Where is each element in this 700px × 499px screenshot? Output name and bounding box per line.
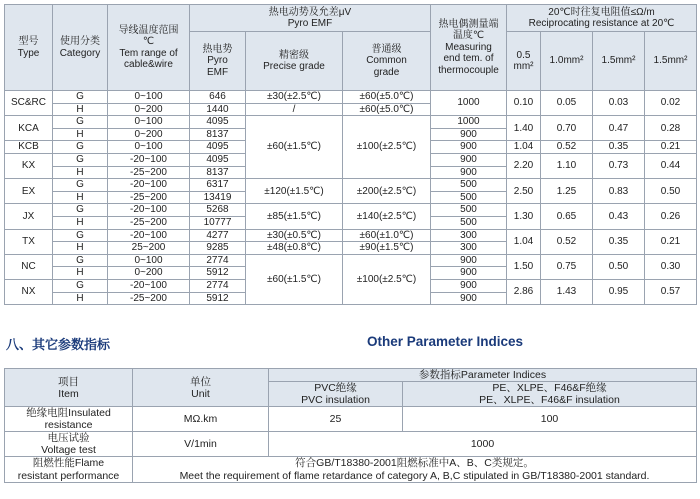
cell-res: 0.73 [593, 153, 645, 178]
cell-type: NC [5, 254, 53, 279]
cell-category: H [53, 267, 108, 280]
cell-type: SC&RC [5, 91, 53, 116]
cell-emf: 5268 [190, 204, 246, 217]
cell-category: G [53, 116, 108, 129]
cell-category: G [53, 141, 108, 154]
cell-emf: 6317 [190, 179, 246, 192]
cell-measuring: 500 [431, 216, 507, 229]
cell-res: 0.52 [541, 229, 593, 254]
section-title-cn: 八、其它参数指标 [6, 337, 111, 352]
cell-temp: -20~100 [108, 153, 190, 166]
cell-item: 电压试验 Voltage test [5, 432, 133, 457]
cell-category: H [53, 216, 108, 229]
resistance-spec-table [4, 4, 697, 305]
table-row [5, 229, 697, 242]
cell-pvc: 25 [269, 407, 403, 432]
other-parameters-table [4, 368, 697, 483]
cell-res: 0.57 [645, 279, 697, 304]
table-row [5, 179, 697, 192]
cell-res: 2.86 [507, 279, 541, 304]
cell-measuring: 900 [431, 267, 507, 280]
cell-category: H [53, 166, 108, 179]
cell-measuring: 500 [431, 204, 507, 217]
table-row [5, 457, 697, 482]
cell-res: 1.10 [541, 153, 593, 178]
cell-measuring: 900 [431, 128, 507, 141]
cell-type: JX [5, 204, 53, 229]
col-header-param-group: 参数指标Parameter Indices [269, 369, 697, 382]
cell-measuring: 1000 [431, 91, 507, 116]
cell-res: 0.21 [645, 141, 697, 154]
cell-item: 阻燃性能Flame resistant performance [5, 457, 133, 482]
col-header-emf: 热电势 Pyro EMF [190, 32, 246, 91]
cell-res: 0.50 [593, 254, 645, 279]
cell-common: ±200(±2.5℃) [343, 179, 431, 204]
cell-measuring: 500 [431, 179, 507, 192]
cell-temp: -20~100 [108, 279, 190, 292]
col-header-type: 型号 Type [5, 5, 53, 91]
cell-emf: 13419 [190, 191, 246, 204]
cell-type: KCB [5, 141, 53, 154]
cell-temp: -20~100 [108, 229, 190, 242]
cell-category: G [53, 204, 108, 217]
cell-measuring: 900 [431, 254, 507, 267]
cell-res: 0.47 [593, 116, 645, 141]
cell-emf: 4095 [190, 141, 246, 154]
col-header-common: 普通级 Common grade [343, 32, 431, 91]
cell-emf: 10777 [190, 216, 246, 229]
cell-res: 1.04 [507, 229, 541, 254]
cell-common: ±60(±5.0℃) [343, 91, 431, 104]
cell-category: H [53, 191, 108, 204]
cell-precise: ±30(±0.5℃) [246, 229, 343, 242]
col-header-category: 使用分类 Category [53, 5, 108, 91]
section-title-en: Other Parameter Indices [367, 334, 524, 349]
table-row [5, 407, 697, 432]
col-header-pe: PE、XLPE、F46&F绝缘 PE、XLPE、F46&F insulation [403, 382, 697, 407]
cell-category: G [53, 153, 108, 166]
col-header-res-10: 1.0mm² [541, 32, 593, 91]
col-header-measuring: 热电偶测量端 温度℃ Measuring end tem. of thermocouple [431, 5, 507, 91]
cell-common: ±100(±2.5℃) [343, 116, 431, 179]
cell-category: G [53, 91, 108, 104]
cell-category: H [53, 242, 108, 255]
cell-res: 0.30 [645, 254, 697, 279]
cell-res: 0.05 [541, 91, 593, 116]
cell-res: 1.43 [541, 279, 593, 304]
col-header-precise: 精密级 Precise grade [246, 32, 343, 91]
cell-category: G [53, 229, 108, 242]
col-header-res-15a: 1.5mm² [593, 32, 645, 91]
cell-res: 0.10 [507, 91, 541, 116]
cell-precise: ±60(±1.5℃) [246, 116, 343, 179]
cell-temp: 0~100 [108, 254, 190, 267]
cell-measuring: 1000 [431, 116, 507, 129]
cell-emf: 8137 [190, 128, 246, 141]
table-row [5, 204, 697, 217]
cell-common: ±90(±1.5℃) [343, 242, 431, 255]
cell-common: ±60(±1.0℃) [343, 229, 431, 242]
cell-precise: / [246, 103, 343, 116]
cell-temp: -20~100 [108, 179, 190, 192]
cell-measuring: 900 [431, 153, 507, 166]
cell-res: 1.04 [507, 141, 541, 154]
cell-emf: 5912 [190, 267, 246, 280]
cell-res: 2.50 [507, 179, 541, 204]
col-header-unit: 单位 Unit [133, 369, 269, 407]
cell-category: G [53, 179, 108, 192]
cell-res: 0.03 [593, 91, 645, 116]
cell-temp: 0~200 [108, 267, 190, 280]
col-header-temp-range: 导线温度范围 ℃ Tem range of cable&wire [108, 5, 190, 91]
cell-category: H [53, 103, 108, 116]
cell-temp: 0~200 [108, 103, 190, 116]
cell-res: 0.43 [593, 204, 645, 229]
cell-emf: 4095 [190, 116, 246, 129]
cell-res: 1.25 [541, 179, 593, 204]
cell-res: 0.44 [645, 153, 697, 178]
table-row [5, 91, 697, 104]
table-row [5, 254, 697, 267]
col-header-item: 项目 Item [5, 369, 133, 407]
cell-value: 1000 [269, 432, 697, 457]
cell-temp: -25~200 [108, 216, 190, 229]
cell-measuring: 900 [431, 166, 507, 179]
cell-temp: 0~100 [108, 91, 190, 104]
cell-common: ±100(±2.5℃) [343, 254, 431, 304]
cell-res: 1.50 [507, 254, 541, 279]
col-header-emf-group: 热电动势及允差μV Pyro EMF [190, 5, 431, 32]
cell-precise: ±30(±2.5℃) [246, 91, 343, 104]
cell-emf: 646 [190, 91, 246, 104]
cell-type: KCA [5, 116, 53, 141]
cell-measuring: 900 [431, 292, 507, 305]
cell-emf: 4277 [190, 229, 246, 242]
cell-emf: 1440 [190, 103, 246, 116]
cell-type: KX [5, 153, 53, 178]
cell-type: NX [5, 279, 53, 304]
cell-precise: ±60(±1.5℃) [246, 254, 343, 304]
cell-res: 0.83 [593, 179, 645, 204]
cell-res: 0.50 [645, 179, 697, 204]
cell-res: 0.70 [541, 116, 593, 141]
cell-res: 0.26 [645, 204, 697, 229]
cell-res: 0.75 [541, 254, 593, 279]
cell-res: 0.28 [645, 116, 697, 141]
cell-res: 0.35 [593, 141, 645, 154]
cell-measuring: 900 [431, 279, 507, 292]
cell-item: 绝缘电阻Insulated resistance [5, 407, 133, 432]
cell-temp: 0~200 [108, 128, 190, 141]
table-row [5, 432, 697, 457]
cell-res: 0.35 [593, 229, 645, 254]
cell-unit: MΩ.km [133, 407, 269, 432]
cell-measuring: 300 [431, 229, 507, 242]
cell-temp: -25~200 [108, 191, 190, 204]
cell-temp: 0~100 [108, 141, 190, 154]
col-header-pvc: PVC绝缘 PVC insulation [269, 382, 403, 407]
cell-res: 0.52 [541, 141, 593, 154]
cell-category: H [53, 292, 108, 305]
cell-type: EX [5, 179, 53, 204]
cell-res: 0.21 [645, 229, 697, 254]
cell-common: ±140(±2.5℃) [343, 204, 431, 229]
col-header-res-15b: 1.5mm² [645, 32, 697, 91]
cell-emf: 4095 [190, 153, 246, 166]
cell-unit: V/1min [133, 432, 269, 457]
col-header-resistance-group: 20℃时往复电阻值≤Ω/m Reciprocating resistance at 20℃ [507, 5, 697, 32]
cell-emf: 9285 [190, 242, 246, 255]
cell-res: 1.30 [507, 204, 541, 229]
cell-common: ±60(±5.0℃) [343, 103, 431, 116]
cell-value: 符合GB/T18380-2001阻燃标准中A、B、C类规定。 Meet the requirement of flame retardance of category A, B,C stipulated in GB/T18380-2001 standard. [133, 457, 697, 482]
cell-pe: 100 [403, 407, 697, 432]
cell-measuring: 500 [431, 191, 507, 204]
cell-res: 1.40 [507, 116, 541, 141]
cell-res: 0.65 [541, 204, 593, 229]
cell-emf: 8137 [190, 166, 246, 179]
cell-category: G [53, 254, 108, 267]
cell-emf: 2774 [190, 254, 246, 267]
cell-measuring: 900 [431, 141, 507, 154]
cell-res: 0.95 [593, 279, 645, 304]
cell-precise: ±48(±0.8℃) [246, 242, 343, 255]
cell-temp: -25~200 [108, 292, 190, 305]
cell-emf: 2774 [190, 279, 246, 292]
cell-temp: 25~200 [108, 242, 190, 255]
cell-measuring: 300 [431, 242, 507, 255]
cell-temp: 0~100 [108, 116, 190, 129]
cell-res: 0.02 [645, 91, 697, 116]
cell-precise: ±85(±1.5℃) [246, 204, 343, 229]
col-header-res-05: 0.5 mm² [507, 32, 541, 91]
table-row [5, 116, 697, 129]
cell-precise: ±120(±1.5℃) [246, 179, 343, 204]
cell-temp: -20~100 [108, 204, 190, 217]
cell-res: 2.20 [507, 153, 541, 178]
cell-temp: -25~200 [108, 166, 190, 179]
cell-type: TX [5, 229, 53, 254]
cell-category: G [53, 279, 108, 292]
cell-category: H [53, 128, 108, 141]
cell-emf: 5912 [190, 292, 246, 305]
